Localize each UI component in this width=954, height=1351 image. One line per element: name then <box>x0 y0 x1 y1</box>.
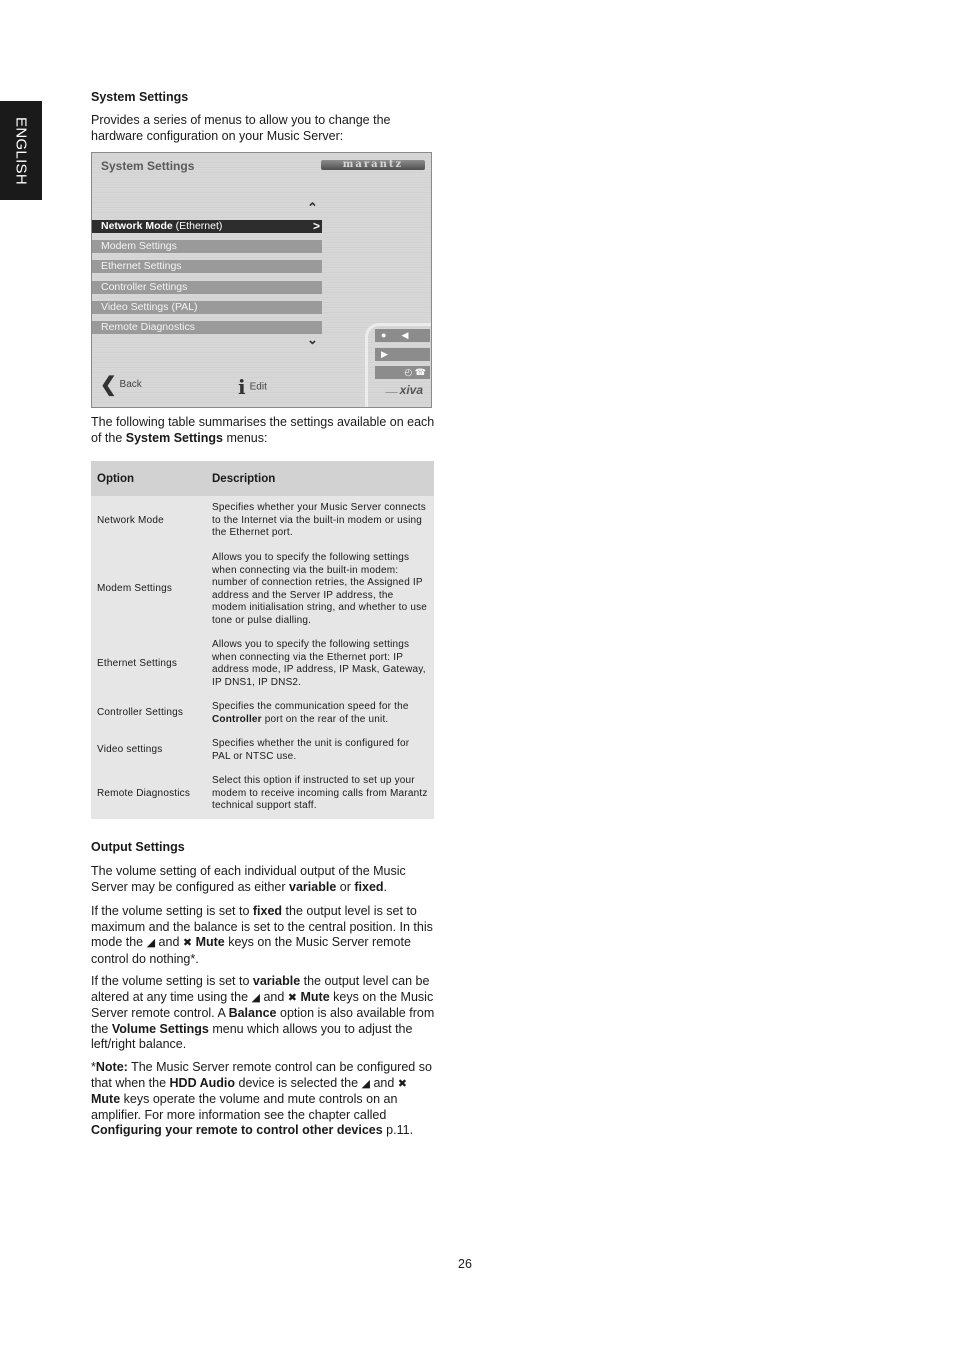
mute-icon: ✖ <box>182 937 193 949</box>
table-row: Remote Diagnostics Select this option if instructed to set up your modem to receive incoming calls from Marantz technical support staff. <box>97 775 428 812</box>
system-settings-intro: Provides a series of menus to allow you to change the hardware configuration on your Music Server: <box>91 113 391 143</box>
system-settings-screenshot <box>91 152 432 408</box>
table-row: Ethernet Settings Allows you to specify the following settings when connecting via the Ethernet port: IP address mode, IP address, IP Mask, Gateway, IP DNS1, IP DNS2. <box>97 639 426 688</box>
table-intro: The following table summarises the settings available on each of the System Settings menus: <box>91 415 435 445</box>
info-icon: i <box>238 375 246 399</box>
output-paragraph-2: If the volume setting is set to fixed the output level is set to maximum and the balance is set to the central position. In this mode the ◢ and ✖ Mute keys on the Music Server remote control do nothing*. <box>91 904 433 966</box>
menu-item-network-mode: Network Mode (Ethernet) > <box>92 220 322 233</box>
edit-button: i Edit <box>238 375 267 399</box>
brand-logo <box>321 160 425 170</box>
table-row: Modem Settings Allows you to specify the following settings when connecting via the built-in modem: number of connection retries, the Assigned IP address and the Server IP address, the modem initialisation string, and whether to use tone or pulse dialling. <box>97 552 428 626</box>
screen-menu <box>92 220 322 341</box>
chevron-right-icon: > <box>312 219 320 233</box>
table-row: Video settings Specifies whether the unit is configured for PAL or NTSC use. <box>97 738 410 762</box>
xiva-logo: —— xiva <box>385 383 423 397</box>
menu-item-controller-settings: Controller Settings <box>92 281 322 294</box>
language-tab <box>0 101 42 200</box>
volume-icon: ◢ <box>251 991 260 1004</box>
table-row: Controller Settings Specifies the communication speed for the Controller port on the rear of the unit. <box>97 701 409 725</box>
output-paragraph-1: The volume setting of each individual output of the Music Server may be configured as either variable or fixed. <box>91 864 406 894</box>
menu-item-remote-diagnostics: Remote Diagnostics <box>92 321 322 334</box>
system-settings-heading: System Settings <box>91 90 189 104</box>
language-label: ENGLISH <box>12 116 30 185</box>
status-phone: ◴ ☎ <box>375 366 430 379</box>
output-settings-heading: Output Settings <box>91 840 185 854</box>
mute-icon: ✖ <box>397 1077 407 1090</box>
menu-item-video-settings: Video Settings (PAL) <box>92 301 322 314</box>
table-header-description: Description <box>206 461 434 496</box>
back-button: ❮ Back <box>100 374 142 396</box>
menu-item-modem-settings: Modem Settings <box>92 240 322 253</box>
volume-icon: ◢ <box>361 1077 370 1090</box>
mute-icon: ✖ <box>287 991 298 1004</box>
table-header-option: Option <box>91 461 206 496</box>
scroll-up-icon: ⌃ <box>307 200 318 215</box>
volume-icon: ◢ <box>146 937 156 949</box>
table-row: Network Mode Specifies whether your Music Server connects to the Internet via the built-in modem or using the Ethernet port. <box>97 502 426 539</box>
back-arrow-icon: ❮ <box>100 374 117 396</box>
page-number: 26 <box>458 1257 472 1271</box>
menu-item-ethernet-settings: Ethernet Settings <box>92 260 322 273</box>
scroll-down-icon: ⌄ <box>307 332 318 347</box>
screen-title: System Settings <box>101 159 195 173</box>
output-note: *Note: The Music Server remote control can be configured so that when the HDD Audio device is selected the ◢ and ✖ Mute keys operate the volume and mute controls on an amplifier. For more information see the chapter called Configuring your remote to control other devices p.11. <box>91 1060 432 1137</box>
settings-table <box>91 461 434 819</box>
status-play: ▶ <box>375 348 430 361</box>
status-volume: ● ◀ <box>375 329 430 342</box>
output-paragraph-3: If the volume setting is set to variable the output level can be altered at any time using the ◢ and ✖ Mute keys on the Music Server remote control. A Balance option is also available from the Volume Settings menu which allows you to adjust the left/right balance. <box>91 974 435 1051</box>
brand-logo-text: marantz <box>342 159 404 170</box>
